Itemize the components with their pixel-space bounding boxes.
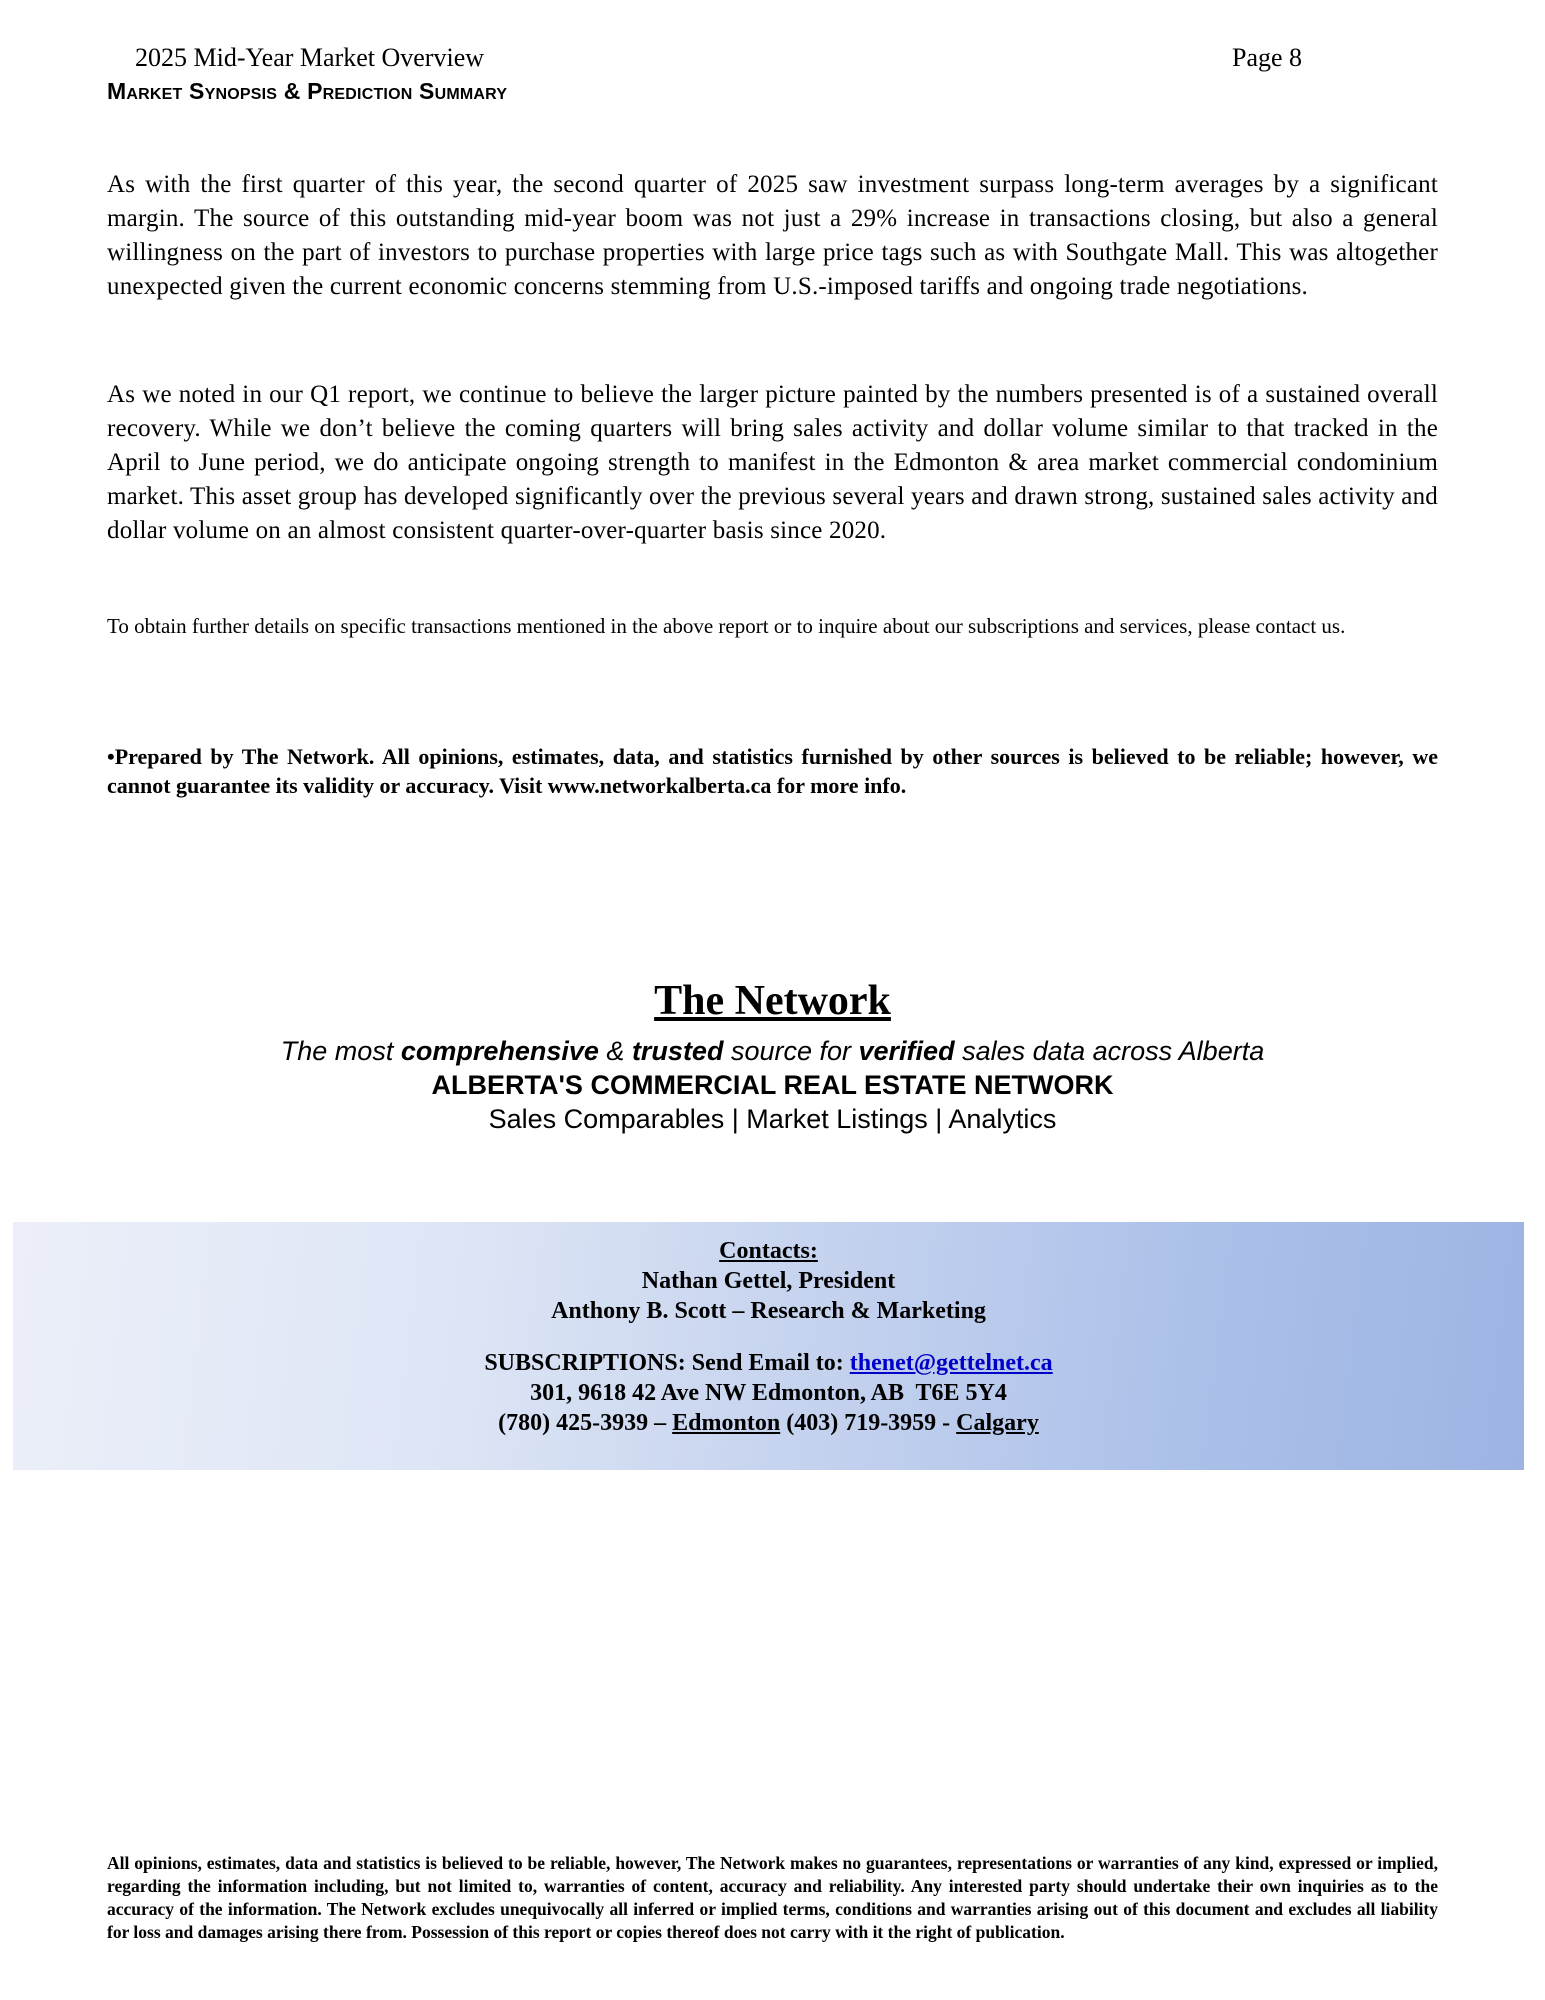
email-link[interactable]: thenet@gettelnet.ca xyxy=(849,1350,1053,1376)
paragraph-prepared-by: •Prepared by The Network. All opinions, estimates, data, and statistics furnished by other sources is believed to be reliable; however, we cannot guarantee its validity or accuracy. Visit www.networkalberta.ca for more info. xyxy=(107,744,1438,798)
contacts-heading xyxy=(13,1236,1524,1266)
tagline-text: The most xyxy=(280,1036,401,1066)
address-line: 301, 9618 42 Ave NW Edmonton, AB T6E 5Y4 xyxy=(530,1380,1007,1406)
tagline-bold-comprehensive: comprehensive xyxy=(400,1036,599,1066)
branding-block xyxy=(107,976,1438,1136)
phone-edmonton-number: (780) 425-3939 – xyxy=(498,1410,673,1436)
paragraph-outlook: As we noted in our Q1 report, we continue to believe the larger picture painted by the numbers presented is of a sustained overall recovery. While we don’t believe the coming quarters will bring sales activity and dollar volume similar to that tracked in the April to June period, we do anticipate ongoing strength to manifest in the Edmonton & area market commercial condominium market. This asset group has developed significantly over the previous several years and drawn strong, sustained sales activity and dollar volume on an almost consistent quarter-over-quarter basis since 2020. xyxy=(107,381,1438,544)
contacts-heading-text: Contacts: xyxy=(719,1238,818,1264)
report-title: 2025 Mid-Year Market Overview xyxy=(135,43,485,72)
section-heading: Market Synopsis & Prediction Summary xyxy=(107,78,508,104)
paragraph-market-summary: As with the first quarter of this year, the second quarter of 2025 saw investment surpass long-term averages by a significant margin. The source of this outstanding mid-year boom was not just a 29% increase in transactions closing, but also a general willingness on the part of investors to purchase properties with large price tags such as with Southgate Mall. This was altogether unexpected given the current economic concerns stemming from U.S.-imposed tariffs and ongoing trade negotiations. xyxy=(107,171,1438,300)
contacts-panel xyxy=(13,1222,1524,1470)
edmonton-link[interactable]: Edmonton xyxy=(672,1410,781,1436)
brand-services-line: Sales Comparables | Market Listings | Analytics xyxy=(488,1104,1057,1134)
tagline-text: & xyxy=(598,1036,632,1066)
phone-line xyxy=(13,1408,1524,1438)
footer-disclaimer: All opinions, estimates, data and statistics is believed to be reliable, however, The Network makes no guarantees, representations or warranties of any kind, expressed or implied, regarding the information including, but not limited to, warranties of content, accuracy and reliability. Any interested party should undertake their own inquiries as to the accuracy of the information. The Network excludes unequivocally all inferred or implied terms, conditions and warranties arising out of this document and excludes all liability for loss and damages arising there from. Possession of this report or copies thereof does not carry with it the right of publication. xyxy=(107,1853,1438,1942)
tagline-bold-trusted: trusted xyxy=(631,1036,724,1066)
brand-name: The Network xyxy=(654,978,891,1024)
subscriptions-line xyxy=(13,1348,1524,1378)
calgary-link[interactable]: Calgary xyxy=(956,1410,1039,1436)
contact-person-research: Anthony B. Scott – Research & Marketing xyxy=(551,1298,986,1324)
phone-calgary-number: (403) 719-3959 - xyxy=(780,1410,957,1436)
brand-tagline xyxy=(107,1034,1438,1068)
contact-person-president: Nathan Gettel, President xyxy=(641,1268,896,1294)
spacer xyxy=(13,1326,1524,1348)
page-number: Page 8 xyxy=(1232,43,1303,72)
tagline-bold-verified: verified xyxy=(858,1036,955,1066)
tagline-text: source for xyxy=(723,1036,859,1066)
paragraph-contact-note: To obtain further details on specific transactions mentioned in the above report or to inquire about our subscriptions and services, please contact us. xyxy=(107,614,1346,638)
tagline-text: sales data across Alberta xyxy=(954,1036,1265,1066)
subscriptions-label: SUBSCRIPTIONS: Send Email to: xyxy=(484,1350,850,1376)
brand-network-line: ALBERTA'S COMMERCIAL REAL ESTATE NETWORK xyxy=(431,1070,1114,1100)
